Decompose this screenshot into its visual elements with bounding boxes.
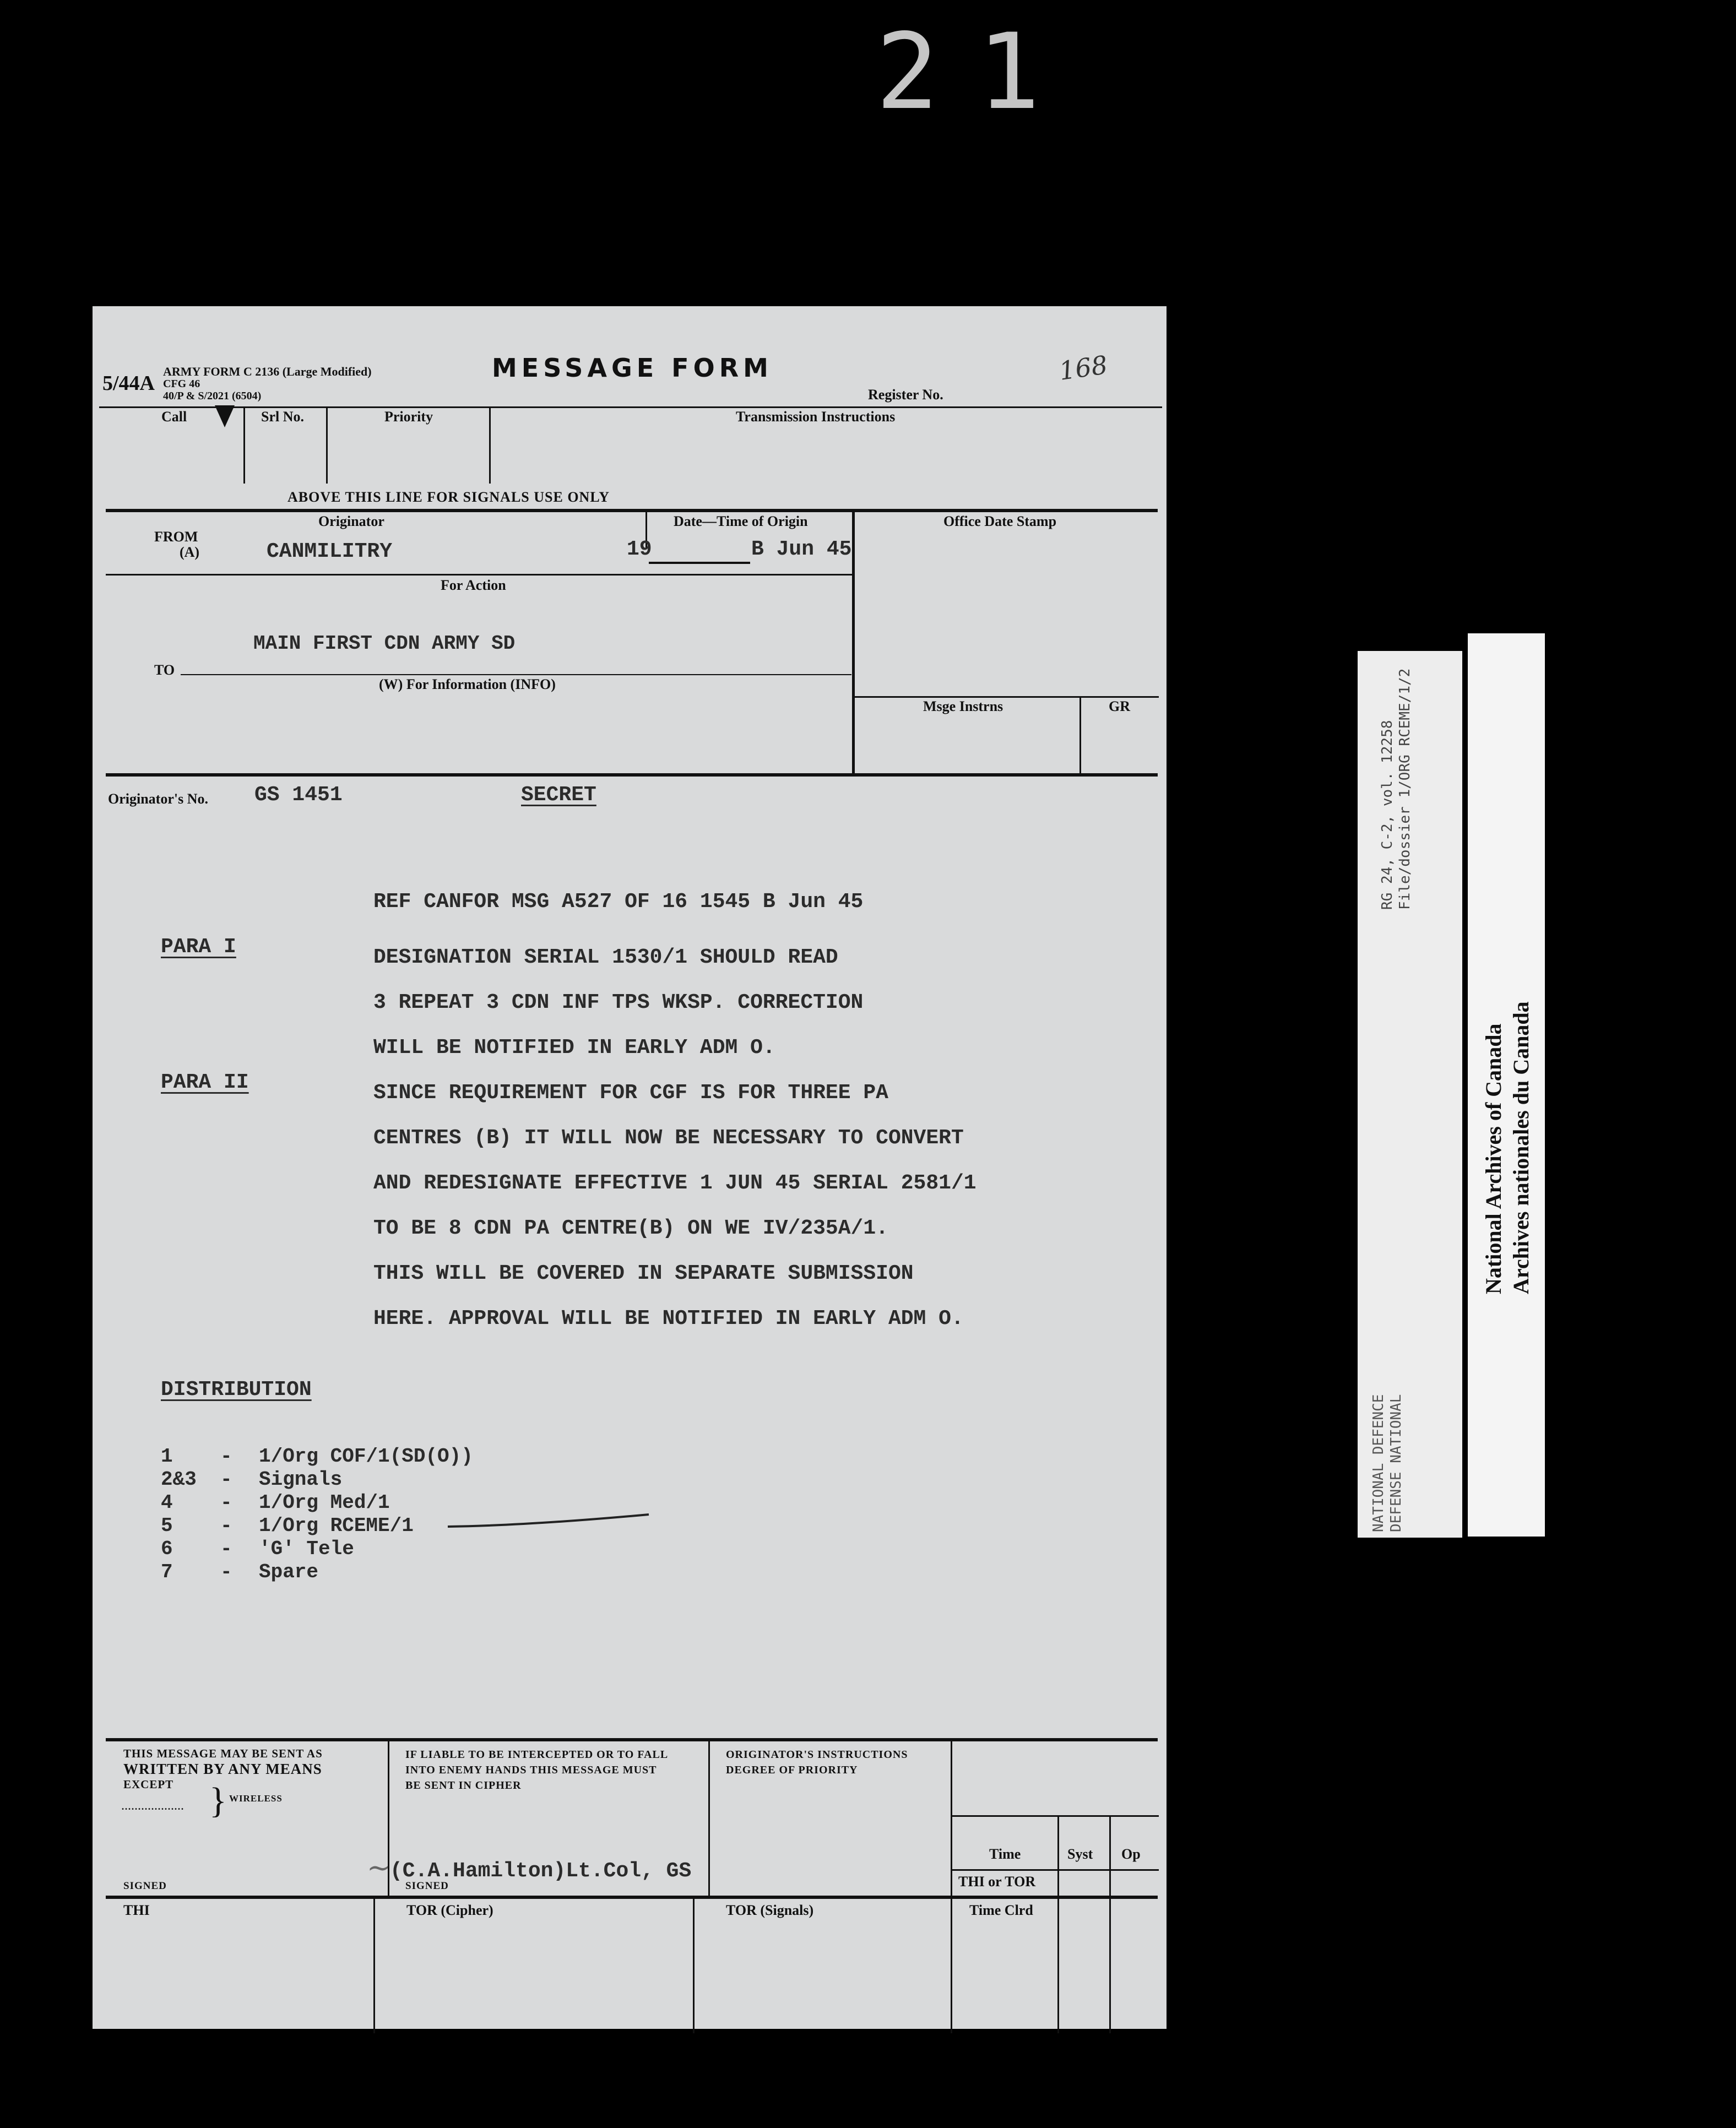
- thi-or-tor-label: THI or TOR: [958, 1874, 1036, 1890]
- syst-label: Syst: [1067, 1846, 1093, 1862]
- para2-line: HERE. APPROVAL WILL BE NOTIFIED IN EARLY ADM O.: [373, 1307, 964, 1331]
- national-archives-strip: [1468, 633, 1545, 1537]
- distribution-item: 1 - 1/Org COF/1(SD(O)): [161, 1445, 473, 1468]
- op-label: Op: [1121, 1846, 1141, 1862]
- originator-instructions: ORIGINATOR'S INSTRUCTIONS: [726, 1749, 908, 1761]
- wireless-dots: ...................: [121, 1799, 184, 1813]
- originator-value: CANMILITRY: [267, 540, 393, 563]
- for-action-label: For Action: [441, 577, 506, 593]
- date-day: 19: [627, 538, 652, 561]
- brace: }: [209, 1780, 227, 1821]
- from-sub: (A): [180, 544, 200, 560]
- archive-reference-strip: [1358, 651, 1462, 1538]
- wireless-label: WIRELESS: [229, 1793, 283, 1804]
- date-rest: B Jun 45: [751, 538, 852, 561]
- archives-name-fr: Archives nationales du Canada: [1509, 1001, 1533, 1294]
- para1-label: PARA I: [161, 935, 236, 959]
- para2-label: PARA II: [161, 1071, 249, 1094]
- transmission-label: Transmission Instructions: [736, 409, 896, 425]
- arrow-icon: [215, 405, 235, 427]
- priority-label: Priority: [384, 409, 433, 425]
- distribution-item: 7 - Spare: [161, 1561, 319, 1583]
- tor-signals-label: TOR (Signals): [726, 1902, 814, 1918]
- message-form-sheet: [93, 306, 1167, 2029]
- form-left-code: 5/44A: [102, 372, 155, 395]
- office-stamp-label: Office Date Stamp: [943, 513, 1057, 529]
- originator-label: Originator: [318, 513, 384, 529]
- para2-line: THIS WILL BE COVERED IN SEPARATE SUBMISSION: [373, 1262, 914, 1285]
- msge-instrns-label: Msge Instrns: [923, 698, 1003, 714]
- cipher-line-2: INTO ENEMY HANDS THIS MESSAGE MUST: [405, 1764, 657, 1776]
- para2-line: SINCE REQUIREMENT FOR CGF IS FOR THREE PA: [373, 1081, 888, 1105]
- distribution-item: 5 - 1/Org RCEME/1: [161, 1514, 414, 1537]
- info-label: (W) For Information (INFO): [379, 676, 556, 692]
- sent-as-line-3: EXCEPT: [123, 1778, 174, 1791]
- distribution-label: DISTRIBUTION: [161, 1378, 312, 1402]
- gr-label: GR: [1109, 698, 1130, 714]
- date-label: Date—Time of Origin: [674, 513, 808, 529]
- srl-label: Srl No.: [261, 409, 304, 425]
- pencil-tick-mark: [445, 1510, 654, 1532]
- register-label: Register No.: [868, 387, 943, 403]
- ref-line: REF CANFOR MSG A527 OF 16 1545 B Jun 45: [373, 890, 864, 914]
- call-label: Call: [161, 409, 187, 425]
- department-en: NATIONAL DEFENCE: [1370, 1394, 1387, 1532]
- department-fr: DEFENSE NATIONAL: [1388, 1394, 1404, 1532]
- distribution-item: 4 - 1/Org Med/1: [161, 1491, 390, 1514]
- tor-cipher-label: TOR (Cipher): [406, 1902, 493, 1918]
- time-label: Time: [989, 1846, 1021, 1862]
- page-note: 168: [1057, 350, 1110, 386]
- para1-line: 3 REPEAT 3 CDN INF TPS WKSP. CORRECTION: [373, 991, 864, 1014]
- thi-label: THI: [123, 1902, 150, 1918]
- archives-name-en: National Archives of Canada: [1481, 1023, 1506, 1294]
- to-value: MAIN FIRST CDN ARMY SD: [253, 632, 516, 655]
- archive-reference-2: File/dossier 1/ORG RCEME/1/2: [1397, 668, 1413, 910]
- frame-number: 21: [876, 11, 1079, 133]
- para2-line: TO BE 8 CDN PA CENTRE(B) ON WE IV/235A/1.: [373, 1217, 888, 1240]
- from-label: FROM: [154, 529, 198, 545]
- distribution-list: [161, 1445, 473, 1584]
- classification: SECRET: [521, 783, 596, 807]
- archive-reference-1: RG 24, C-2, vol. 12258: [1379, 720, 1396, 910]
- to-label: TO: [154, 662, 175, 678]
- sent-as-line-1: THIS MESSAGE MAY BE SENT AS: [123, 1747, 323, 1760]
- signed-label-2: SIGNED: [405, 1880, 449, 1892]
- signature-scrawl: ~: [367, 1852, 391, 1885]
- cfg-code: CFG 46: [163, 378, 200, 390]
- form-title: MESSAGE FORM: [492, 353, 773, 383]
- sent-as-line-2: WRITTEN BY ANY MEANS: [123, 1761, 322, 1777]
- time-clrd-label: Time Clrd: [969, 1902, 1033, 1918]
- signals-line-text: ABOVE THIS LINE FOR SIGNALS USE ONLY: [287, 489, 610, 505]
- para1-line: DESIGNATION SERIAL 1530/1 SHOULD READ: [373, 946, 838, 969]
- distribution-item: 6 - 'G' Tele: [161, 1538, 354, 1560]
- distribution-item: 2&3 - Signals: [161, 1468, 343, 1491]
- originators-no-label: Originator's No.: [108, 791, 208, 807]
- originators-no-value: GS 1451: [254, 783, 343, 807]
- degree-of-priority: DEGREE OF PRIORITY: [726, 1764, 858, 1776]
- para2-line: AND REDESIGNATE EFFECTIVE 1 JUN 45 SERIAL 2581/1: [373, 1171, 977, 1195]
- army-form-code: ARMY FORM C 2136 (Large Modified): [163, 365, 372, 378]
- para1-line: WILL BE NOTIFIED IN EARLY ADM O.: [373, 1036, 775, 1060]
- signed-label-1: SIGNED: [123, 1880, 167, 1892]
- cipher-line-3: BE SENT IN CIPHER: [405, 1779, 522, 1792]
- para2-line: CENTRES (B) IT WILL NOW BE NECESSARY TO CONVERT: [373, 1126, 964, 1150]
- print-code: 40/P & S/2021 (6504): [163, 390, 262, 402]
- cipher-line-1: IF LIABLE TO BE INTERCEPTED OR TO FALL: [405, 1749, 669, 1761]
- signature-name: (C.A.Hamilton)Lt.Col, GS: [390, 1859, 692, 1883]
